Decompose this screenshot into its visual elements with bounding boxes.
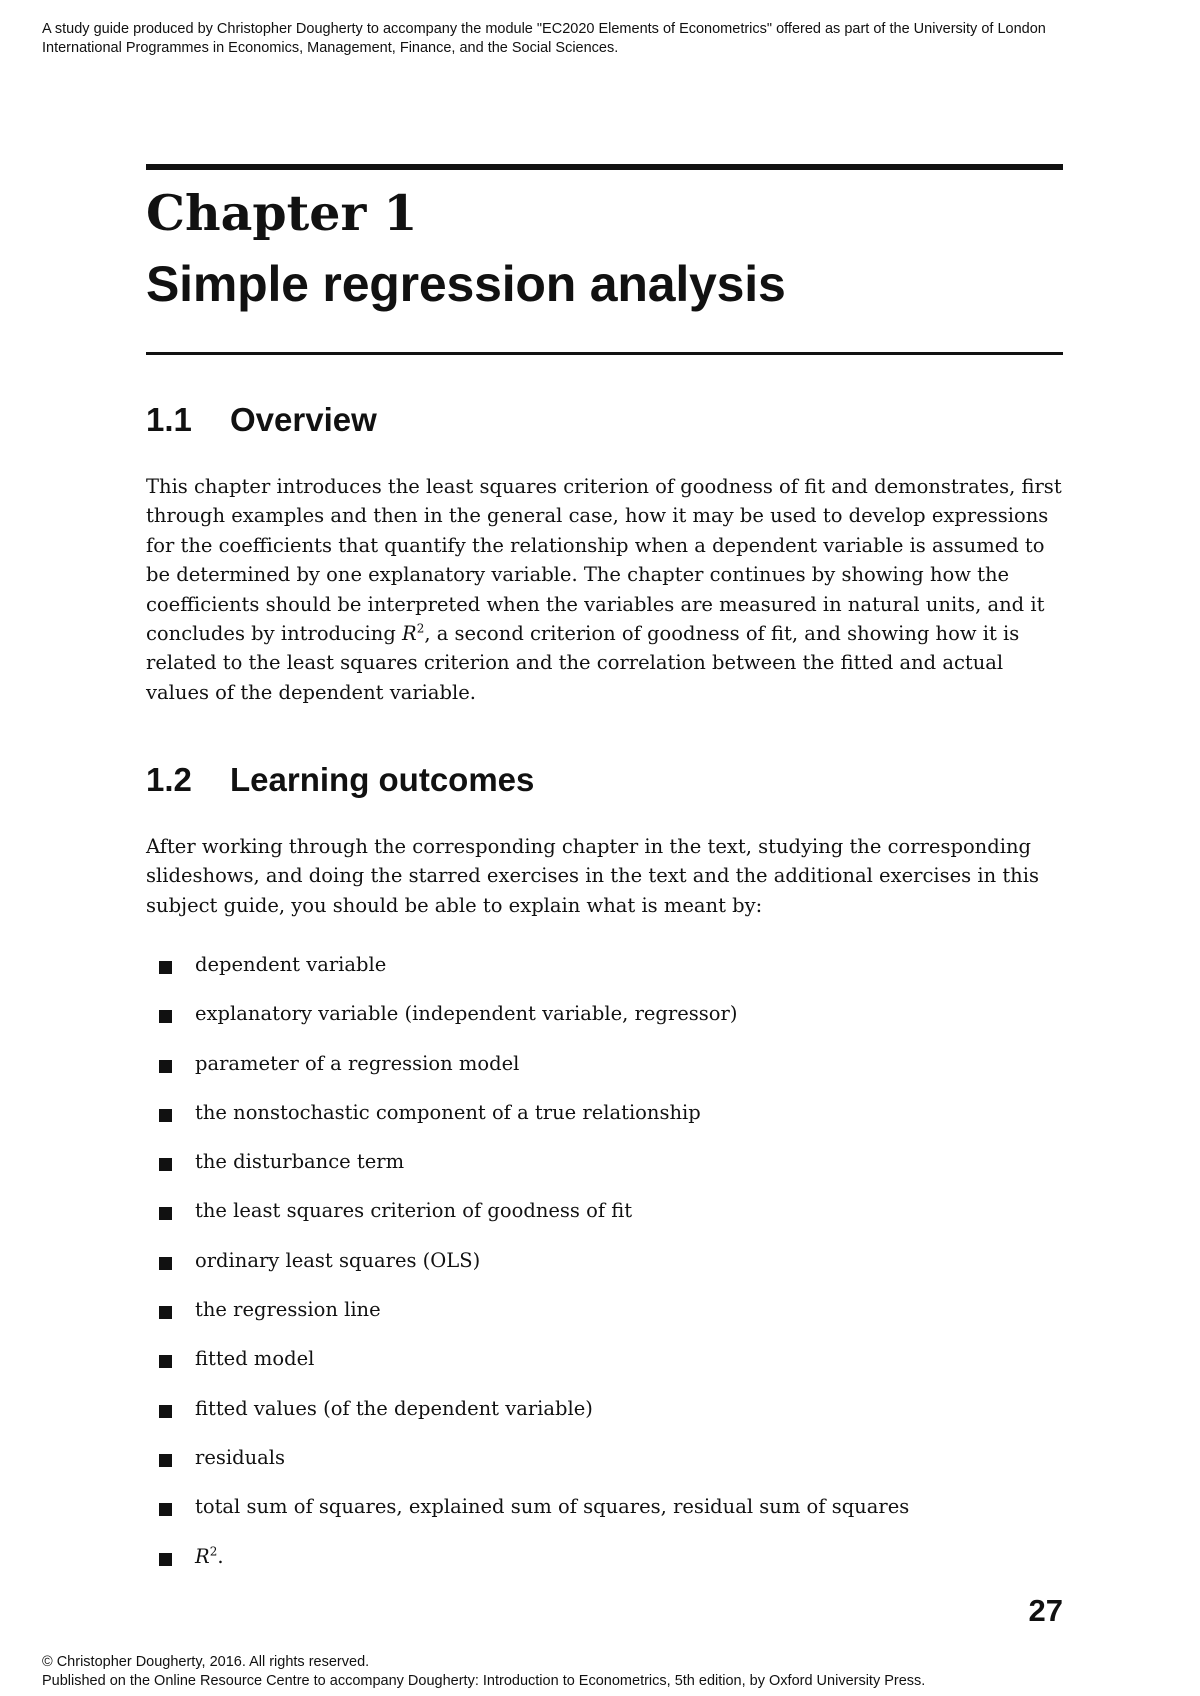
header-note-line-1: A study guide produced by Christopher Dougherty to accompany the module "EC2020 Elements of Econometrics" offered as part of the University of London	[42, 21, 1046, 37]
footer-note	[42, 1653, 925, 1691]
square-bullet-icon	[159, 1060, 172, 1073]
learning-outcomes-intro: After working through the corresponding chapter in the text, studying the corresponding slideshows, and doing the starred exercises in the text and the additional exercises in this subject guide, you should be able to explain what is meant by:	[146, 835, 1039, 917]
r-squared-exponent: 2	[416, 621, 425, 636]
footer-copyright: © Christopher Dougherty, 2016. All rights reserved.	[42, 1654, 370, 1670]
learning-outcome-item-r-squared	[146, 1542, 1066, 1591]
square-bullet-icon	[159, 961, 172, 974]
learning-outcome-item: fitted model	[146, 1344, 1066, 1393]
learning-outcomes-section-title: Learning outcomes	[230, 761, 535, 798]
learning-outcome-item: the least squares criterion of goodness of fit	[146, 1196, 1066, 1245]
r-squared-item-symbol: R	[195, 1544, 210, 1568]
square-bullet-icon	[159, 1257, 172, 1270]
square-bullet-icon	[159, 1553, 172, 1566]
learning-outcome-item: dependent variable	[146, 950, 1066, 999]
chapter-label: Chapter 1	[146, 184, 418, 242]
square-bullet-icon	[159, 1158, 172, 1171]
learning-outcomes-list	[146, 950, 1066, 1591]
overview-paragraph	[146, 472, 1066, 707]
chapter-bottom-rule	[146, 352, 1063, 355]
chapter-title: Simple regression analysis	[146, 256, 786, 312]
square-bullet-icon	[159, 1405, 172, 1418]
r-squared-symbol: R	[402, 622, 417, 646]
learning-outcome-item: residuals	[146, 1443, 1066, 1492]
r-squared-item-suffix: .	[217, 1544, 224, 1568]
chapter-top-rule	[146, 164, 1063, 170]
r-squared-item-exponent: 2	[209, 1544, 218, 1559]
square-bullet-icon	[159, 1355, 172, 1368]
square-bullet-icon	[159, 1207, 172, 1220]
page-number: 27	[1028, 1593, 1063, 1628]
learning-outcome-item: the disturbance term	[146, 1147, 1066, 1196]
overview-text-part-1: This chapter introduces the least squares criterion of goodness of fit and demonstrates, first through examples and then in the general case, how it may be used to develop expressions for the coefficients that quantify the relationship when a dependent variable is assumed to be determined by one explanatory variable. The chapter continues by showing how the coefficients should be interpreted when the variables are measured in natural units, and it concludes by introducing	[146, 475, 1062, 646]
overview-heading	[146, 400, 377, 440]
square-bullet-icon	[159, 1306, 172, 1319]
learning-outcome-item: explanatory variable (independent variable, regressor)	[146, 999, 1066, 1048]
header-note	[42, 20, 1182, 58]
square-bullet-icon	[159, 1454, 172, 1467]
square-bullet-icon	[159, 1010, 172, 1023]
overview-section-title: Overview	[230, 401, 377, 438]
learning-outcome-item: fitted values (of the dependent variable)	[146, 1394, 1066, 1443]
square-bullet-icon	[159, 1503, 172, 1516]
square-bullet-icon	[159, 1109, 172, 1122]
overview-section-number: 1.1	[146, 401, 192, 438]
learning-outcome-item: ordinary least squares (OLS)	[146, 1246, 1066, 1295]
learning-outcome-item: parameter of a regression model	[146, 1049, 1066, 1098]
learning-outcome-item: the nonstochastic component of a true relationship	[146, 1098, 1066, 1147]
learning-outcome-item: total sum of squares, explained sum of squares, residual sum of squares	[146, 1492, 1066, 1541]
header-note-line-2: International Programmes in Economics, Management, Finance, and the Social Sciences.	[42, 40, 619, 56]
learning-outcome-item: the regression line	[146, 1295, 1066, 1344]
learning-outcomes-section-number: 1.2	[146, 761, 192, 798]
learning-outcomes-heading	[146, 760, 534, 800]
footer-published: Published on the Online Resource Centre to accompany Dougherty: Introduction to Econometrics, 5th edition, by Oxford University Press.	[42, 1673, 926, 1689]
overview-text-part-2: , a second criterion of goodness of fit, and showing how it is related to the least squares criterion and the correlation between the fitted and actual values of the dependent variable.	[146, 622, 1020, 704]
